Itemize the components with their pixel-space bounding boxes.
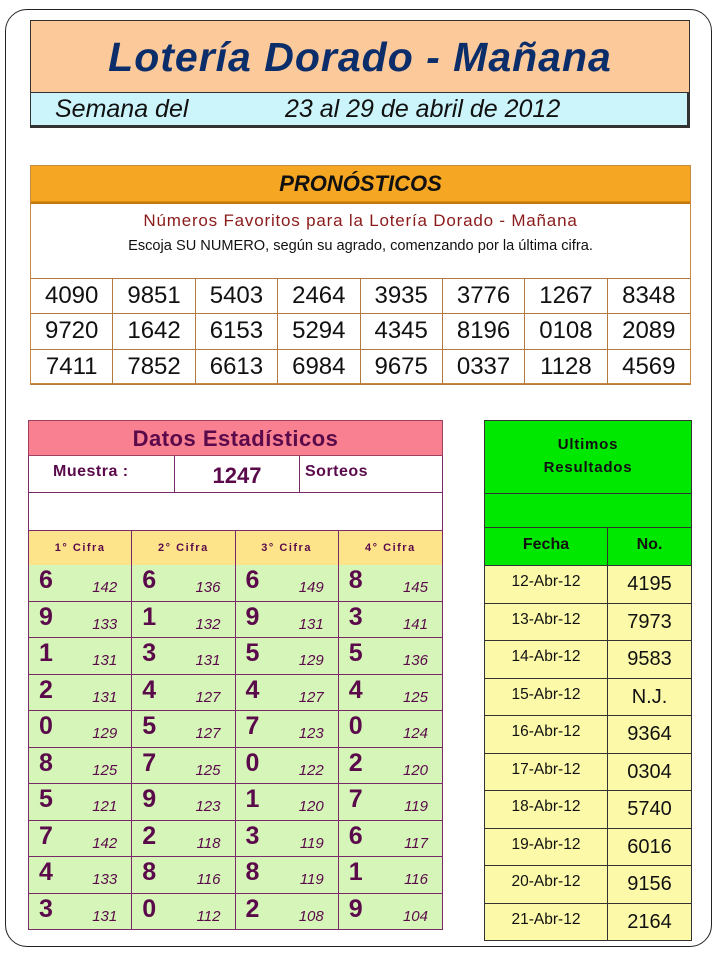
result-row bbox=[484, 679, 692, 717]
pronostico-number-cell: 9851 bbox=[113, 279, 195, 314]
ultimos-column-headers bbox=[484, 528, 692, 566]
result-date: 17-Abr-12 bbox=[485, 754, 608, 791]
digit-count: 141 bbox=[402, 615, 428, 633]
cifra-stat-cell bbox=[29, 821, 132, 858]
digit-value: 4 bbox=[245, 675, 260, 704]
digit-count: 136 bbox=[195, 579, 221, 596]
cifra-stat-cell bbox=[132, 857, 235, 894]
result-row bbox=[484, 716, 692, 754]
muestra-value: 1247 bbox=[174, 456, 300, 492]
digit-value: 2 bbox=[245, 894, 260, 923]
pronostico-number-cell: 2464 bbox=[278, 279, 360, 314]
result-number: 9583 bbox=[627, 648, 672, 670]
digit-count: 129 bbox=[92, 725, 118, 742]
digit-count: 125 bbox=[92, 761, 118, 779]
cifra-stat-cell bbox=[236, 711, 339, 748]
digit-count: 131 bbox=[298, 615, 324, 633]
ultimos-header bbox=[484, 420, 692, 528]
digit-value: 8 bbox=[348, 566, 363, 594]
digit-value: 1 bbox=[245, 785, 260, 813]
cifra-stat-cell bbox=[236, 602, 339, 639]
cifra-stat-cell bbox=[29, 638, 132, 675]
digit-value: 9 bbox=[245, 602, 260, 631]
digit-value: 8 bbox=[39, 748, 53, 777]
digit-value: 4 bbox=[348, 675, 363, 704]
digit-count: 108 bbox=[298, 907, 324, 925]
digit-count: 122 bbox=[298, 761, 324, 779]
cifra-stats-grid bbox=[28, 565, 443, 930]
pronosticos-instruction: Escoja SU NUMERO, según su agrado, comenzando por la última cifra. bbox=[128, 238, 593, 254]
cifra-stat-cell bbox=[29, 711, 132, 748]
pronostico-number-cell: 6984 bbox=[278, 350, 360, 385]
result-row bbox=[484, 566, 692, 604]
ultimos-title-line2: Resultados bbox=[543, 459, 633, 476]
digit-count: 129 bbox=[298, 652, 324, 669]
digit-value: 6 bbox=[348, 821, 363, 850]
digit-value: 8 bbox=[142, 858, 157, 886]
pronostico-number-cell: 9720 bbox=[31, 314, 113, 349]
digit-count: 125 bbox=[402, 688, 428, 706]
cifra-stat-cell bbox=[132, 602, 235, 639]
cifra-stat-cell bbox=[132, 821, 235, 858]
pronostico-number-cell: 8348 bbox=[608, 279, 690, 314]
cifra-stat-cell bbox=[29, 675, 132, 712]
digit-value: 3 bbox=[142, 639, 157, 667]
digit-value: 1 bbox=[348, 858, 363, 886]
result-row bbox=[484, 641, 692, 679]
pronostico-number-cell: 6613 bbox=[196, 350, 278, 385]
digit-value: 0 bbox=[348, 712, 363, 740]
result-number: N.J. bbox=[631, 685, 668, 708]
cifra-stat-cell bbox=[236, 857, 339, 894]
cifra-stat-cell bbox=[29, 857, 132, 894]
digit-value: 6 bbox=[245, 566, 260, 594]
result-row bbox=[484, 791, 692, 829]
digit-count: 116 bbox=[196, 871, 221, 888]
pronostico-number-cell: 7852 bbox=[113, 350, 195, 385]
ultimos-header-divider bbox=[485, 493, 691, 494]
digit-count: 127 bbox=[195, 688, 221, 706]
cifra-stat-cell bbox=[132, 748, 235, 785]
ultimos-resultados-panel bbox=[484, 420, 692, 941]
result-date: 13-Abr-12 bbox=[485, 604, 608, 641]
cifra-stat-cell bbox=[339, 602, 442, 639]
cifra-stat-cell bbox=[29, 602, 132, 639]
pronostico-number-cell: 3776 bbox=[443, 279, 525, 314]
result-number: 5740 bbox=[627, 798, 672, 820]
digit-count: 136 bbox=[402, 652, 428, 669]
digit-value: 5 bbox=[142, 712, 157, 740]
digit-count: 117 bbox=[404, 834, 428, 852]
digit-value: 2 bbox=[39, 675, 53, 704]
digit-count: 120 bbox=[402, 761, 428, 779]
digit-count: 123 bbox=[298, 725, 324, 742]
pronostico-number-cell: 1128 bbox=[525, 350, 607, 385]
cifra-header-4: 4° Cifra bbox=[339, 531, 442, 565]
cifra-stat-cell bbox=[236, 565, 339, 602]
cifra-stat-cell bbox=[339, 857, 442, 894]
cifra-stat-cell bbox=[236, 638, 339, 675]
digit-value: 4 bbox=[39, 858, 53, 886]
cifra-stat-cell bbox=[236, 821, 339, 858]
result-date: 21-Abr-12 bbox=[485, 904, 608, 941]
pronostico-number-cell: 1642 bbox=[113, 314, 195, 349]
pronostico-number-cell: 0108 bbox=[525, 314, 607, 349]
digit-value: 3 bbox=[39, 894, 53, 923]
pronostico-number-cell: 5403 bbox=[196, 279, 278, 314]
result-number: 9156 bbox=[627, 873, 672, 895]
digit-count: 127 bbox=[195, 725, 221, 742]
pronostico-number-cell: 1267 bbox=[525, 279, 607, 314]
digit-value: 9 bbox=[348, 894, 363, 923]
result-date: 19-Abr-12 bbox=[485, 829, 608, 866]
digit-count: 131 bbox=[92, 688, 118, 706]
result-date: 16-Abr-12 bbox=[485, 716, 608, 753]
pronostico-number-cell: 4345 bbox=[361, 314, 443, 349]
digit-value: 3 bbox=[245, 821, 260, 850]
digit-count: 127 bbox=[298, 688, 324, 706]
cifra-stat-cell bbox=[236, 784, 339, 821]
result-number: 9364 bbox=[627, 723, 672, 745]
digit-count: 131 bbox=[92, 652, 118, 669]
digit-value: 7 bbox=[348, 785, 363, 813]
pronostico-number-cell: 4569 bbox=[608, 350, 690, 385]
digit-value: 2 bbox=[142, 821, 157, 850]
digit-value: 8 bbox=[245, 858, 260, 886]
cifra-stat-cell bbox=[339, 565, 442, 602]
digit-value: 5 bbox=[245, 639, 260, 667]
digit-count: 131 bbox=[92, 907, 118, 925]
digit-value: 6 bbox=[142, 566, 157, 594]
cifra-header-3: 3° Cifra bbox=[236, 531, 339, 565]
result-date: 15-Abr-12 bbox=[485, 679, 608, 716]
digit-value: 0 bbox=[39, 712, 53, 740]
datos-estadisticos-panel bbox=[28, 420, 443, 930]
result-date: 18-Abr-12 bbox=[485, 791, 608, 828]
digit-count: 104 bbox=[402, 907, 428, 925]
digit-count: 123 bbox=[195, 798, 221, 815]
pronostico-number-cell: 9675 bbox=[361, 350, 443, 385]
pronostico-number-cell: 0337 bbox=[443, 350, 525, 385]
digit-count: 124 bbox=[402, 725, 428, 742]
digit-count: 132 bbox=[195, 615, 221, 633]
digit-count: 133 bbox=[92, 615, 118, 633]
sorteos-label: Sorteos bbox=[305, 463, 369, 480]
pronostico-number-cell: 8196 bbox=[443, 314, 525, 349]
digit-count: 119 bbox=[299, 834, 324, 852]
result-number: 0304 bbox=[627, 760, 672, 783]
digit-value: 2 bbox=[348, 748, 363, 777]
result-number: 6016 bbox=[627, 835, 672, 858]
week-banner bbox=[30, 92, 690, 128]
cifra-header-2: 2° Cifra bbox=[132, 531, 235, 565]
result-row bbox=[484, 866, 692, 904]
result-row bbox=[484, 904, 692, 942]
week-label: Semana del bbox=[55, 95, 189, 123]
fecha-column-header: Fecha bbox=[485, 528, 608, 565]
digit-value: 6 bbox=[39, 566, 53, 594]
pronostico-number-cell: 3935 bbox=[361, 279, 443, 314]
digit-value: 0 bbox=[245, 748, 260, 777]
digit-value: 7 bbox=[39, 821, 53, 850]
muestra-row bbox=[28, 456, 443, 493]
digit-count: 112 bbox=[196, 907, 221, 925]
cifra-stat-cell bbox=[339, 638, 442, 675]
result-number: 7973 bbox=[627, 610, 672, 633]
cifra-stat-cell bbox=[339, 675, 442, 712]
cifra-stat-cell bbox=[339, 748, 442, 785]
cifra-stat-cell bbox=[29, 565, 132, 602]
digit-value: 7 bbox=[245, 712, 260, 740]
cifra-stat-cell bbox=[132, 894, 235, 931]
result-number: 4195 bbox=[627, 573, 672, 595]
cifra-stat-cell bbox=[132, 565, 235, 602]
cifra-stat-cell bbox=[236, 894, 339, 931]
cifra-stat-cell bbox=[132, 711, 235, 748]
result-row bbox=[484, 829, 692, 867]
pronostico-number-cell: 2089 bbox=[608, 314, 690, 349]
result-number: 2164 bbox=[627, 910, 672, 933]
digit-count: 149 bbox=[298, 579, 324, 596]
ultimos-rows bbox=[484, 566, 692, 941]
digit-count: 116 bbox=[404, 871, 428, 888]
cifra-header-row bbox=[28, 530, 443, 565]
cifra-stat-cell bbox=[132, 784, 235, 821]
ultimos-title-line1: Ultimos bbox=[557, 436, 619, 453]
digit-count: 121 bbox=[92, 798, 118, 815]
cifra-stat-cell bbox=[29, 894, 132, 931]
digit-count: 119 bbox=[299, 871, 324, 888]
cifra-stat-cell bbox=[132, 638, 235, 675]
digit-count: 119 bbox=[404, 798, 428, 815]
cifra-stat-cell bbox=[339, 894, 442, 931]
digit-value: 9 bbox=[39, 602, 53, 631]
digit-value: 7 bbox=[142, 748, 157, 777]
datos-title: Datos Estadísticos bbox=[28, 420, 443, 456]
cifra-stat-cell bbox=[339, 821, 442, 858]
digit-count: 120 bbox=[298, 798, 324, 815]
pronostico-number-cell: 4090 bbox=[31, 279, 113, 314]
pronostico-number-cell: 5294 bbox=[278, 314, 360, 349]
digit-count: 133 bbox=[92, 871, 118, 888]
no-column-header: No. bbox=[636, 536, 663, 553]
cifra-stat-cell bbox=[236, 748, 339, 785]
week-value: 23 al 29 de abril de 2012 bbox=[285, 95, 561, 123]
pronostico-number-cell: 6153 bbox=[196, 314, 278, 349]
digit-count: 142 bbox=[92, 834, 118, 852]
digit-count: 131 bbox=[195, 652, 221, 669]
cifra-stat-cell bbox=[29, 748, 132, 785]
result-row bbox=[484, 754, 692, 792]
pronostico-number-cell: 7411 bbox=[31, 350, 113, 385]
cifra-header-1: 1° Cifra bbox=[29, 531, 132, 565]
digit-value: 0 bbox=[142, 894, 157, 923]
result-date: 14-Abr-12 bbox=[485, 641, 608, 678]
digit-value: 9 bbox=[142, 785, 157, 813]
cifra-stat-cell bbox=[339, 784, 442, 821]
blank-row bbox=[28, 493, 443, 530]
page-title: Lotería Dorado - Mañana bbox=[30, 20, 690, 92]
ultimos-title bbox=[485, 433, 691, 479]
cifra-stat-cell bbox=[29, 784, 132, 821]
digit-count: 142 bbox=[92, 579, 118, 596]
result-date: 20-Abr-12 bbox=[485, 866, 608, 903]
result-date: 12-Abr-12 bbox=[485, 566, 608, 603]
muestra-label: Muestra : bbox=[53, 463, 129, 480]
digit-count: 125 bbox=[195, 761, 221, 779]
cifra-stat-cell bbox=[236, 675, 339, 712]
digit-value: 1 bbox=[142, 602, 157, 631]
pronosticos-subtitle: Números Favoritos para la Lotería Dorado - Mañana bbox=[143, 211, 578, 230]
digit-value: 3 bbox=[348, 602, 363, 631]
cifra-stat-cell bbox=[132, 675, 235, 712]
pronosticos-title: PRONÓSTICOS bbox=[31, 166, 690, 204]
digit-count: 145 bbox=[402, 579, 428, 596]
digit-value: 5 bbox=[348, 639, 363, 667]
cifra-stat-cell bbox=[339, 711, 442, 748]
result-row bbox=[484, 604, 692, 642]
digit-value: 1 bbox=[39, 639, 53, 667]
digit-value: 5 bbox=[39, 785, 53, 813]
pronosticos-panel bbox=[30, 165, 691, 385]
digit-count: 118 bbox=[196, 834, 221, 852]
pronosticos-number-grid bbox=[31, 278, 690, 385]
digit-value: 4 bbox=[142, 675, 157, 704]
